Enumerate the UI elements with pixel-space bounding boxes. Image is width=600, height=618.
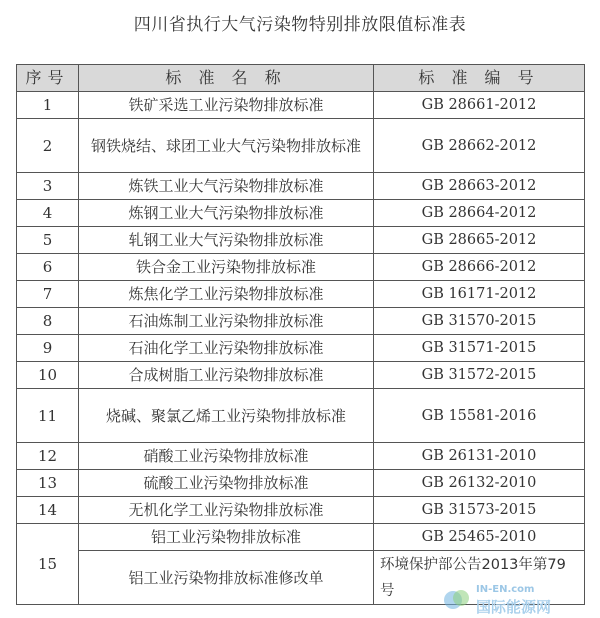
row-standard-name: 铁矿采选工业污染物排放标准 (79, 92, 374, 119)
row-serial: 14 (17, 497, 79, 524)
header-standard-code: 标 准 编 号 (374, 65, 585, 92)
row-standard-name: 炼钢工业大气污染物排放标准 (79, 200, 374, 227)
table-row (17, 335, 585, 362)
row-standard-code: GB 28663-2012 (374, 173, 585, 200)
row-serial: 4 (17, 200, 79, 227)
row-serial: 9 (17, 335, 79, 362)
row-standard-name: 钢铁烧结、球团工业大气污染物排放标准 (79, 119, 374, 173)
table-row (17, 308, 585, 335)
row-standard-code: GB 31571-2015 (374, 335, 585, 362)
row-standard-code: GB 28665-2012 (374, 227, 585, 254)
watermark (442, 584, 592, 614)
row-standard-name: 铝工业污染物排放标准修改单 (79, 551, 374, 605)
row-standard-code: GB 28666-2012 (374, 254, 585, 281)
row-standard-code: GB 26132-2010 (374, 470, 585, 497)
watermark-domain: IN-EN.com (476, 584, 535, 595)
table-row (17, 200, 585, 227)
row-serial: 5 (17, 227, 79, 254)
row-standard-code: GB 28662-2012 (374, 119, 585, 173)
row-serial: 12 (17, 443, 79, 470)
row-standard-code: GB 31570-2015 (374, 308, 585, 335)
row-serial: 11 (17, 389, 79, 443)
row-standard-name: 无机化学工业污染物排放标准 (79, 497, 374, 524)
row-serial: 13 (17, 470, 79, 497)
row-standard-code: GB 28664-2012 (374, 200, 585, 227)
table-row (17, 119, 585, 173)
row-standard-name: 合成树脂工业污染物排放标准 (79, 362, 374, 389)
row-serial: 3 (17, 173, 79, 200)
row-serial: 8 (17, 308, 79, 335)
row-standard-code: GB 26131-2010 (374, 443, 585, 470)
row-standard-name: 轧钢工业大气污染物排放标准 (79, 227, 374, 254)
page-title: 四川省执行大气污染物特别排放限值标准表 (133, 15, 467, 35)
leaf-logo-icon (442, 586, 472, 612)
watermark-brand: 国际能源网 (476, 598, 552, 616)
standards-table (16, 64, 585, 605)
row-standard-name: 硝酸工业污染物排放标准 (79, 443, 374, 470)
row-standard-name: 烧碱、聚氯乙烯工业污染物排放标准 (79, 389, 374, 443)
row-serial: 7 (17, 281, 79, 308)
row-serial: 15 (17, 524, 79, 605)
row-serial: 10 (17, 362, 79, 389)
header-serial: 序号 (17, 65, 79, 92)
row-standard-name: 石油炼制工业污染物排放标准 (79, 308, 374, 335)
table-row (17, 470, 585, 497)
row-standard-name: 铝工业污染物排放标准 (79, 524, 374, 551)
table-row (17, 92, 585, 119)
table-header-row (17, 65, 585, 92)
row-standard-code: GB 16171-2012 (374, 281, 585, 308)
row-standard-name: 炼焦化学工业污染物排放标准 (79, 281, 374, 308)
header-standard-name: 标 准 名 称 (79, 65, 374, 92)
row-standard-code: 环境保护部公告2013年第79号 (374, 551, 585, 605)
row-standard-name: 石油化学工业污染物排放标准 (79, 335, 374, 362)
table-row (17, 173, 585, 200)
table-row (17, 362, 585, 389)
row-standard-name: 铁合金工业污染物排放标准 (79, 254, 374, 281)
row-serial: 6 (17, 254, 79, 281)
row-serial: 2 (17, 119, 79, 173)
table-row (17, 524, 585, 551)
table-row (17, 443, 585, 470)
row-standard-code: GB 15581-2016 (374, 389, 585, 443)
table-row (17, 389, 585, 443)
row-standard-code: GB 31573-2015 (374, 497, 585, 524)
row-standard-code: GB 28661-2012 (374, 92, 585, 119)
row-standard-code: GB 31572-2015 (374, 362, 585, 389)
row-standard-name: 炼铁工业大气污染物排放标准 (79, 173, 374, 200)
row-standard-code: GB 25465-2010 (374, 524, 585, 551)
table-row (17, 281, 585, 308)
row-serial: 1 (17, 92, 79, 119)
table-row (17, 497, 585, 524)
table-row (17, 254, 585, 281)
table-row (17, 227, 585, 254)
row-standard-name: 硫酸工业污染物排放标准 (79, 470, 374, 497)
